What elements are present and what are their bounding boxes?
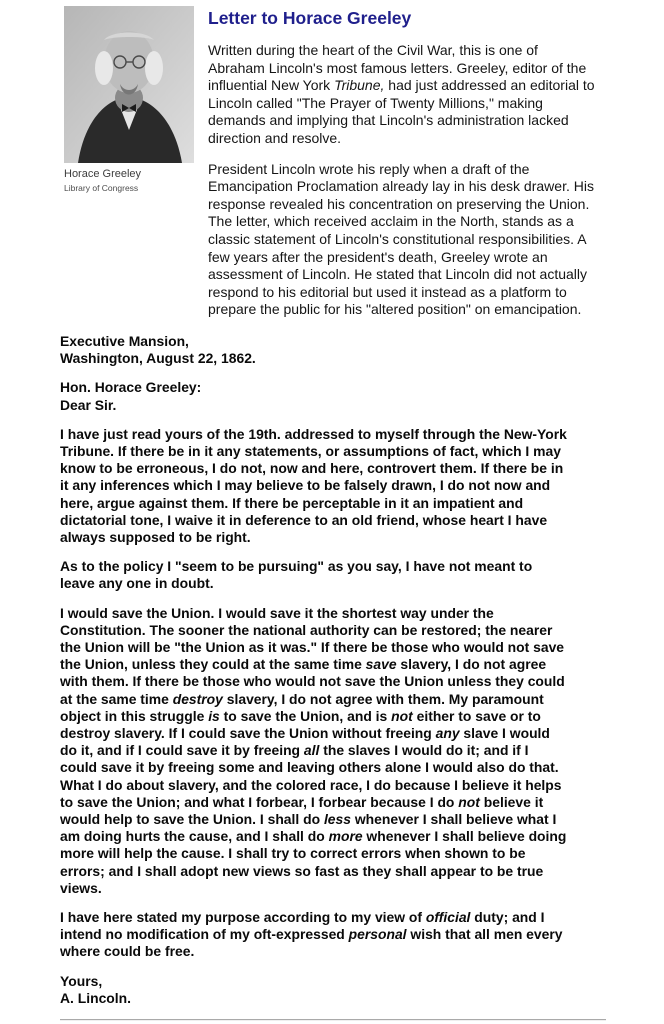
letter-closing: Yours, A. Lincoln. <box>60 972 131 1006</box>
letter-body <box>60 333 646 1007</box>
photo-captions <box>64 168 195 193</box>
letter-paragraph-3: I would save the Union. I would save it the shortest way under the Constitution. The sooner the national authority can be restored; the nearer the Union will be "the Union as it was." If there be those who would not save the Union, unless they could at the same time save slavery, I do not agree with them. If there be those who would not save the Union unless they could at the same time destroy slavery, I do not agree with them. My paramount object in this struggle is to save the Union, and is not either to save or to destroy slavery. If I could save the Union without freeing any slave I would do it, and if I could save it by freeing all the slaves I would do it; and if I could save it by freeing some and leaving others alone I would also do that. What I do about slavery, and the colored race, I do because I believe it helps to save the Union; and what I forbear, I forbear because I do not believe it would help to save the Union. I shall do less whenever I shall believe what I am doing hurts the cause, and I shall do more whenever I shall believe doing more will help the cause. I shall try to correct errors when shown to be errors; and I shall adopt new views so fast as they shall appear to be true views. <box>60 604 567 896</box>
letter-paragraph-1: I have just read yours of the 19th. addressed to myself through the New-York Tribune. If there be in it any statements, or assumptions of fact, which I may know to be erroneous, I do not, now and here, controvert them. If there be in it any inferences which I may believe to be falsely drawn, I do not now and here, argue against them. If there be perceptable in it an impatient and dictatorial tone, I waive it in deference to an old friend, whose heart I have always supposed to be right. <box>60 425 567 545</box>
portrait-photo-placeholder <box>64 6 194 163</box>
photo-credit: Library of Congress <box>64 183 139 193</box>
letter-paragraph-4: I have here stated my purpose according to my view of official duty; and I intend no modification of my oft-expressed personal wish that all men every where could be free. <box>60 909 563 960</box>
bottom-divider <box>60 1019 606 1021</box>
letter-paragraph-2: As to the policy I "seem to be pursuing" as you say, I have not meant to leave any one in doubt. <box>60 558 533 592</box>
intro-paragraph-2: President Lincoln wrote his reply when a draft of the Emancipation Proclamation already lay in his desk drawer. His response revealed his concentration on preserving the Union. The letter, which received acclaim in the North, stands as a classic statement of Lincoln's constitutional responsibilities. A few years after the president's death, Greeley wrote an assessment of Lincoln. He stated that Lincoln did not actually respond to his editorial but used it instead as a platform to prepare the public for his "altered position" on emancipation. <box>208 160 594 318</box>
horace-greeley-portrait <box>64 6 194 163</box>
photo-caption: Horace Greeley <box>64 168 142 180</box>
intro-section <box>0 0 664 319</box>
intro-paragraph-1: Written during the heart of the Civil War, this is one of Abraham Lincoln's most famous letters. Greeley, editor of the influential New York Tribune, had just addressed an editorial to Lincoln called "The Prayer of Twenty Millions," making demands and implying that Lincoln's administration lacked direction and resolve. <box>208 42 595 146</box>
page-title: Letter to Horace Greeley <box>208 8 412 28</box>
letter-salutation: Hon. Horace Greeley: Dear Sir. <box>60 379 202 413</box>
letter-dateline: Executive Mansion, Washington, August 22, 1862. <box>60 332 256 367</box>
photo-figure <box>64 6 195 193</box>
intro-column <box>195 6 644 319</box>
